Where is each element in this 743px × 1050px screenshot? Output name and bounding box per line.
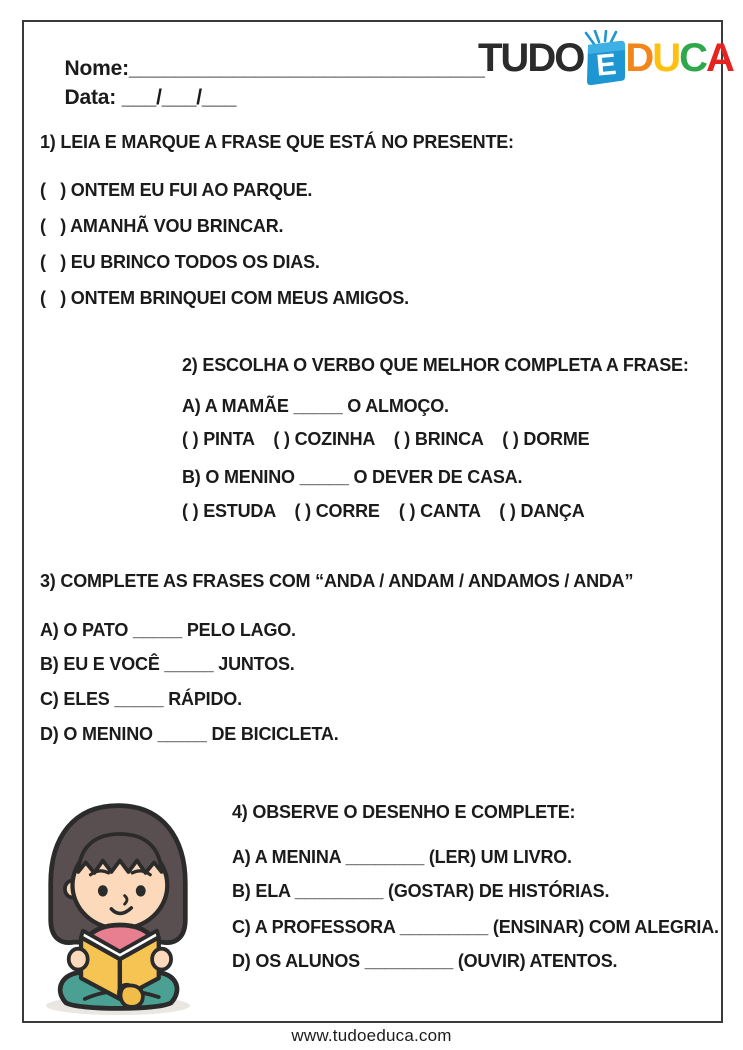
- question-4-title: 4) OBSERVE O DESENHO E COMPLETE:: [232, 802, 576, 822]
- q4-item-d[interactable]: D) OS ALUNOS _________ (OUVIR) ATENTOS.: [232, 951, 618, 971]
- q4-item-a[interactable]: A) A MENINA ________ (LER) UM LIVRO.: [232, 847, 572, 867]
- girl-reading-illustration: [26, 798, 210, 1016]
- q1-option-4[interactable]: ( ) ONTEM BRINQUEI COM MEUS AMIGOS.: [40, 288, 409, 308]
- logo-letter-d: D: [625, 36, 653, 80]
- q2-sentence-a[interactable]: A) A MAMÃE _____ O ALMOÇO.: [182, 396, 449, 416]
- q4-item-c[interactable]: C) A PROFESSORA _________ (ENSINAR) COM ALEGRIA.: [232, 917, 719, 937]
- q1-option-3[interactable]: ( ) EU BRINCO TODOS OS DIAS.: [40, 252, 320, 272]
- logo-text-duca: [625, 38, 733, 78]
- q2-sentence-b[interactable]: B) O MENINO _____ O DEVER DE CASA.: [182, 467, 523, 487]
- footer-url: www.tudoeduca.com: [291, 1026, 452, 1045]
- name-blank-line[interactable]: _______________________________: [128, 57, 485, 81]
- date-blank-line[interactable]: ___/___/___: [116, 86, 237, 110]
- logo-letter-a: A: [706, 36, 733, 80]
- q3-item-a[interactable]: A) O PATO _____ PELO LAGO.: [40, 620, 296, 640]
- tudoeduca-logo: [478, 30, 733, 86]
- logo-text-tudo: TUDO: [478, 36, 584, 80]
- q2-choices-a[interactable]: ( ) PINTA ( ) COZINHA ( ) BRINCA ( ) DORME: [182, 429, 590, 449]
- q3-item-c[interactable]: C) ELES _____ RÁPIDO.: [40, 689, 242, 709]
- logo-letter-c: C: [679, 36, 706, 80]
- date-field[interactable]: [42, 63, 236, 132]
- name-label: Nome:: [64, 57, 129, 81]
- q3-item-d[interactable]: D) O MENINO _____ DE BICICLETA.: [40, 724, 339, 744]
- question-1-title: 1) LEIA E MARQUE A FRASE QUE ESTÁ NO PRESENTE:: [40, 132, 514, 152]
- question-2-title: 2) ESCOLHA O VERBO QUE MELHOR COMPLETA A FRASE:: [182, 355, 689, 375]
- q2-choices-b[interactable]: ( ) ESTUDA ( ) CORRE ( ) CANTA ( ) DANÇA: [182, 501, 585, 521]
- logo-book-letter: E: [595, 48, 618, 83]
- question-3-title: 3) COMPLETE AS FRASES COM “ANDA / ANDAM / ANDAMOS / ANDA”: [40, 571, 634, 591]
- q1-option-1[interactable]: ( ) ONTEM EU FUI AO PARQUE.: [40, 180, 313, 200]
- logo-letter-u: U: [652, 36, 680, 80]
- date-label: Data:: [64, 86, 117, 110]
- blue-book-icon: [580, 30, 628, 86]
- q1-option-2[interactable]: ( ) AMANHÃ VOU BRINCAR.: [40, 216, 284, 236]
- q3-item-b[interactable]: B) EU E VOCÊ _____ JUNTOS.: [40, 654, 295, 674]
- q4-item-b[interactable]: B) ELA _________ (GOSTAR) DE HISTÓRIAS.: [232, 881, 610, 901]
